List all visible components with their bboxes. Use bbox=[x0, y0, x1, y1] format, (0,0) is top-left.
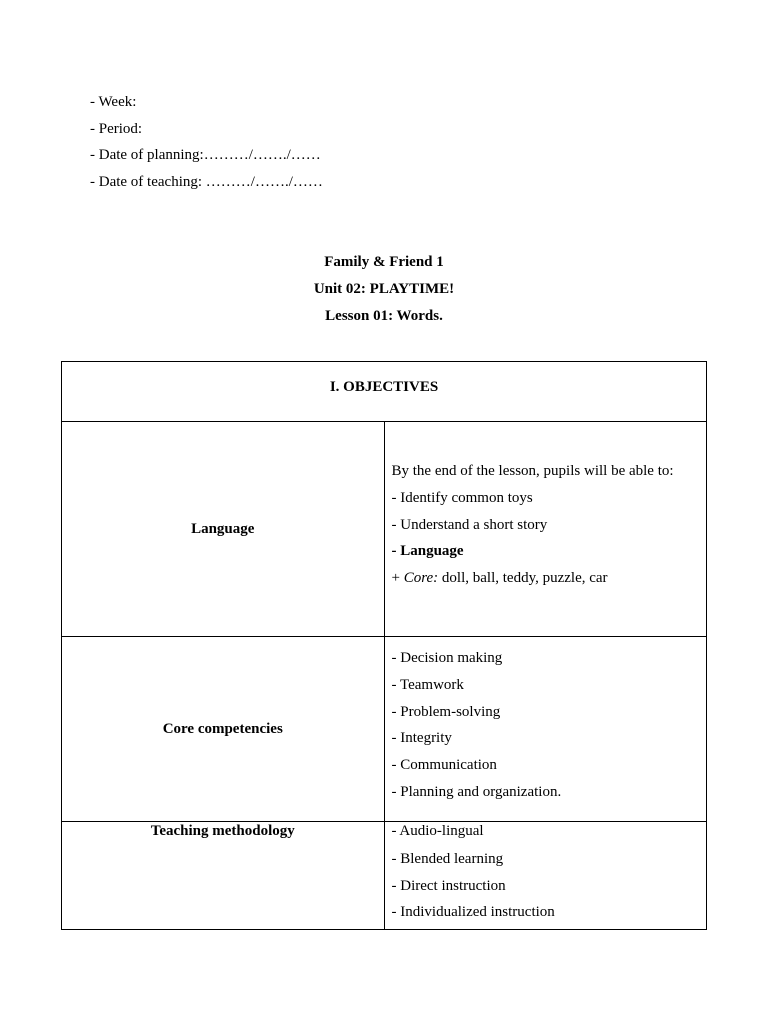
lesson-meta-list bbox=[90, 92, 323, 199]
methodology-item: - Direct instruction bbox=[391, 877, 506, 894]
lesson-title: Lesson 01: Words. bbox=[325, 308, 443, 324]
language-item: - Understand a short story bbox=[391, 516, 548, 533]
book-title: Family & Friend 1 bbox=[324, 254, 444, 270]
lesson-titles bbox=[0, 252, 768, 333]
core-competencies-label: Core competencies bbox=[62, 637, 385, 822]
objectives-table bbox=[61, 361, 707, 930]
methodology-item: - Blended learning bbox=[391, 850, 504, 867]
competency-item: - Planning and organization. bbox=[391, 783, 562, 800]
teaching-methodology-row bbox=[62, 822, 707, 930]
competency-item: - Communication bbox=[391, 757, 497, 774]
language-row bbox=[62, 422, 707, 637]
core-competencies-content bbox=[384, 637, 707, 822]
core-label: Core: bbox=[403, 570, 439, 587]
core-competencies-row bbox=[62, 637, 707, 822]
objectives-heading: I. OBJECTIVES bbox=[62, 362, 707, 422]
core-words: doll, ball, teddy, puzzle, car bbox=[438, 570, 608, 587]
language-intro: By the end of the lesson, pupils will be able to: bbox=[391, 463, 674, 479]
teaching-methodology-content bbox=[384, 822, 707, 930]
language-subheading: - Language bbox=[391, 543, 464, 560]
period-field: - Period: bbox=[90, 120, 143, 137]
language-item: - Identify common toys bbox=[391, 489, 533, 506]
core-prefix: + bbox=[391, 570, 404, 587]
objectives-heading-row bbox=[62, 362, 707, 422]
language-label: Language bbox=[62, 422, 385, 637]
teaching-methodology-label: Teaching methodology bbox=[62, 822, 385, 930]
language-content bbox=[384, 422, 707, 637]
week-field: - Week: bbox=[90, 94, 137, 110]
competency-item: - Integrity bbox=[391, 730, 452, 747]
date-of-teaching-field: - Date of teaching: ………/……./…… bbox=[90, 174, 323, 191]
competency-item: - Teamwork bbox=[391, 676, 464, 693]
methodology-item: - Individualized instruction bbox=[391, 904, 555, 921]
unit-title: Unit 02: PLAYTIME! bbox=[313, 281, 455, 297]
core-vocabulary-line bbox=[392, 568, 707, 595]
competency-item: - Problem-solving bbox=[391, 703, 501, 720]
competency-item: - Decision making bbox=[391, 650, 503, 666]
date-of-planning-field: - Date of planning:………/……./…… bbox=[90, 147, 321, 164]
methodology-item: - Audio-lingual bbox=[391, 823, 484, 839]
